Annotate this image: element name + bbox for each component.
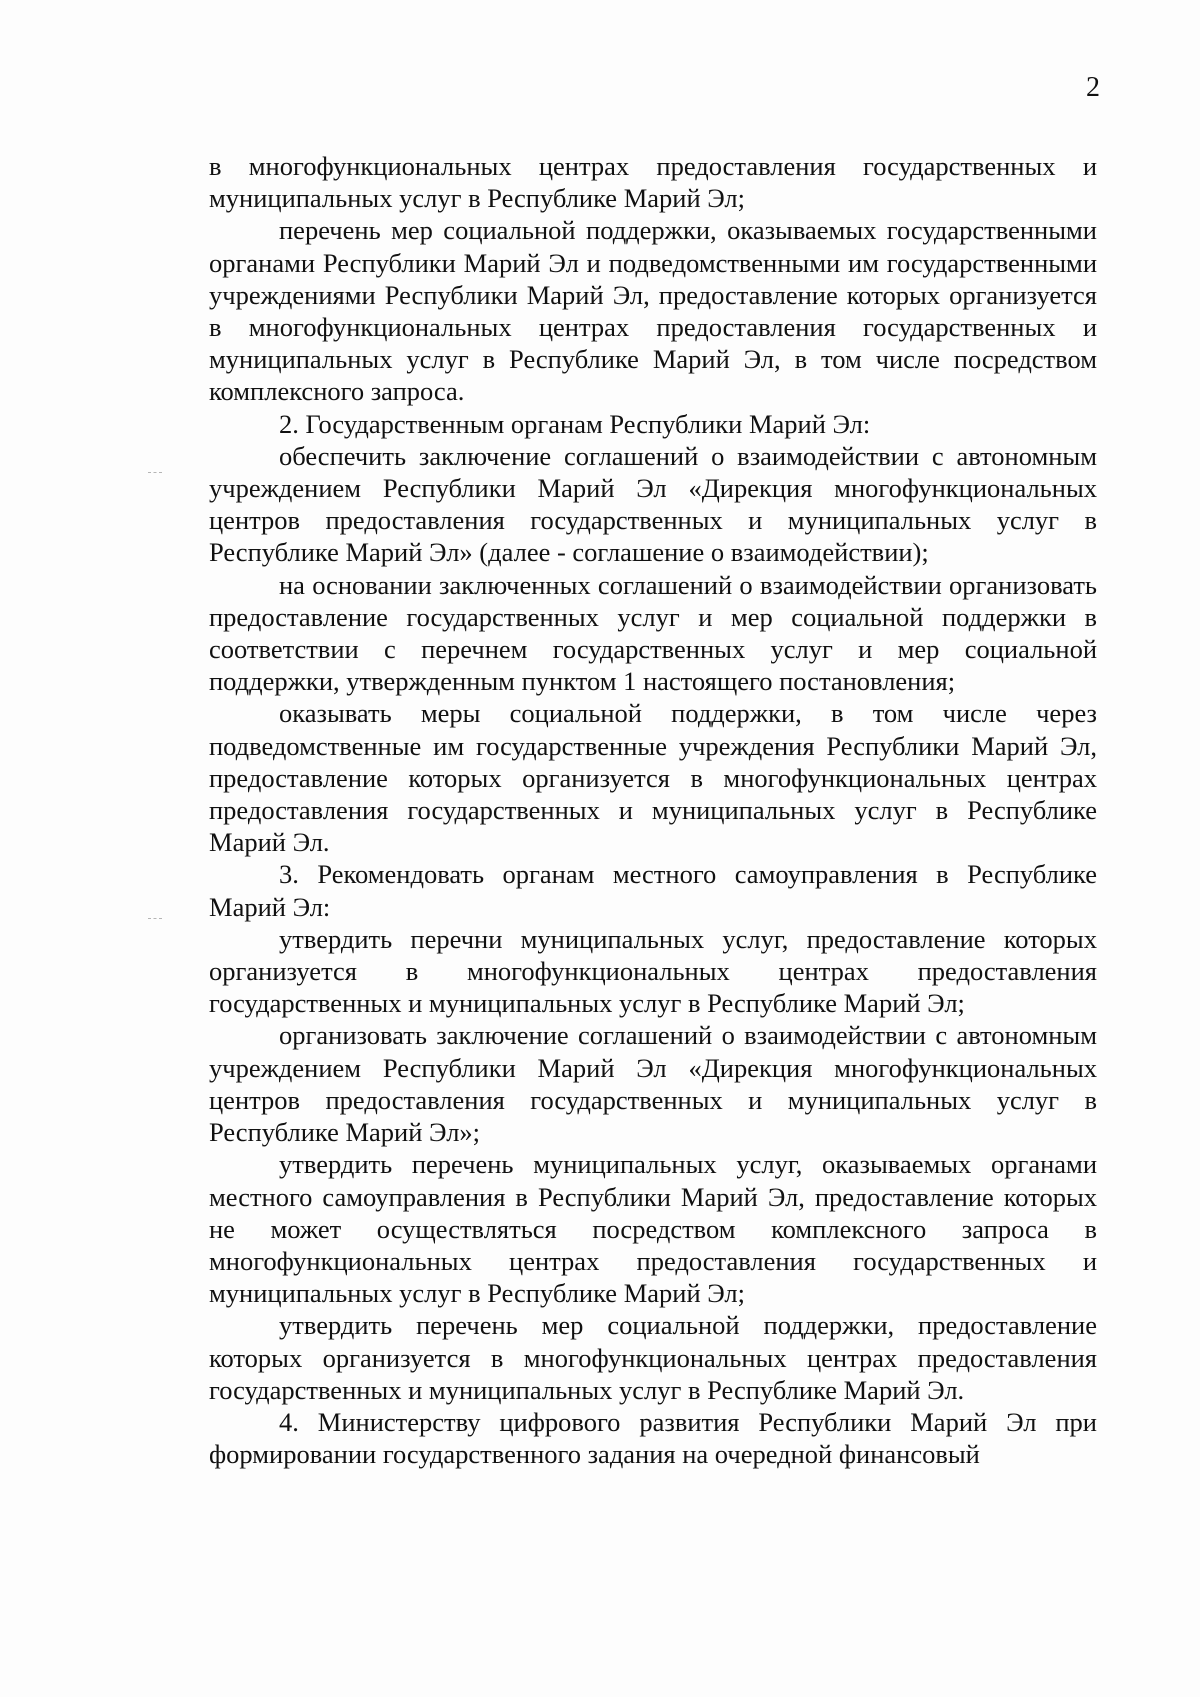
paragraph-ensure-agreements: обеспечить заключение соглашений о взаимодействии с автономным учреждением Республики Марий Эл «Дирекция многофункциональных центров предоставления государственных и муниципальных услуг в Республике Марий Эл» (далее - соглашение о взаимодействии); <box>209 440 1097 568</box>
paragraph-organize-agreements: организовать заключение соглашений о взаимодействии с автономным учреждением Республики Марий Эл «Дирекция многофункциональных центров предоставления государственных и муниципальных услуг в Республике Марий Эл»; <box>209 1020 1097 1148</box>
document-body <box>209 150 1097 1470</box>
paragraph-item-2-heading: 2. Государственным органам Республики Марий Эл: <box>279 408 871 439</box>
paragraph-approve-municipal-lists: утвердить перечни муниципальных услуг, предоставление которых организуется в многофункциональных центрах предоставления государственных и муниципальных услуг в Республике Марий Эл; <box>209 923 1097 1019</box>
paragraph-social-support-list: перечень мер социальной поддержки, оказываемых государственными органами Республики Марий Эл и подведомственными им государственными учреждениями Республики Марий Эл, предоставление которых организуется в многофункциональных центрах предоставления государственных и муниципальных услуг в Республике Марий Эл, в том числе посредством комплексного запроса. <box>209 215 1097 407</box>
paragraph-approve-social-support: утвердить перечень мер социальной поддержки, предоставление которых организуется в многофункциональных центрах предоставления государственных и муниципальных услуг в Республике Марий Эл. <box>209 1310 1097 1405</box>
paragraph-organize-services: на основании заключенных соглашений о взаимодействии организовать предоставление государственных услуг и мер социальной поддержки в соответствии с перечнем государственных услуг и мер социальной поддержки, утвержденным пунктом 1 настоящего постановления; <box>209 569 1097 697</box>
paragraph-provide-support: оказывать меры социальной поддержки, в том числе через подведомственные им государственные учреждения Республики Марий Эл, предоставление которых организуется в многофункциональных центрах предоставления государственных и муниципальных услуг в Республике Марий Эл. <box>209 698 1097 858</box>
paragraph-item-4: 4. Министерству цифрового развития Республики Марий Эл при формировании государственного задания на очередной финансовый <box>209 1406 1097 1470</box>
paragraph-approve-municipal-services: утвердить перечень муниципальных услуг, оказываемых органами местного самоуправления в Республики Марий Эл, предоставление которых не может осуществляться посредством комплексного запроса в многофункциональных центрах предоставления государственных и муниципальных услуг в Республике Марий Эл; <box>209 1149 1097 1309</box>
paragraph-continuation: в многофункциональных центрах предоставления государственных и муниципальных услуг в Республике Марий Эл; <box>209 151 1097 214</box>
scan-margin-mark <box>148 472 162 473</box>
scan-margin-mark <box>148 918 162 919</box>
paragraph-item-3-heading: 3. Рекомендовать органам местного самоуправления в Республике Марий Эл: <box>209 859 1097 922</box>
page-number: 2 <box>1086 72 1100 103</box>
